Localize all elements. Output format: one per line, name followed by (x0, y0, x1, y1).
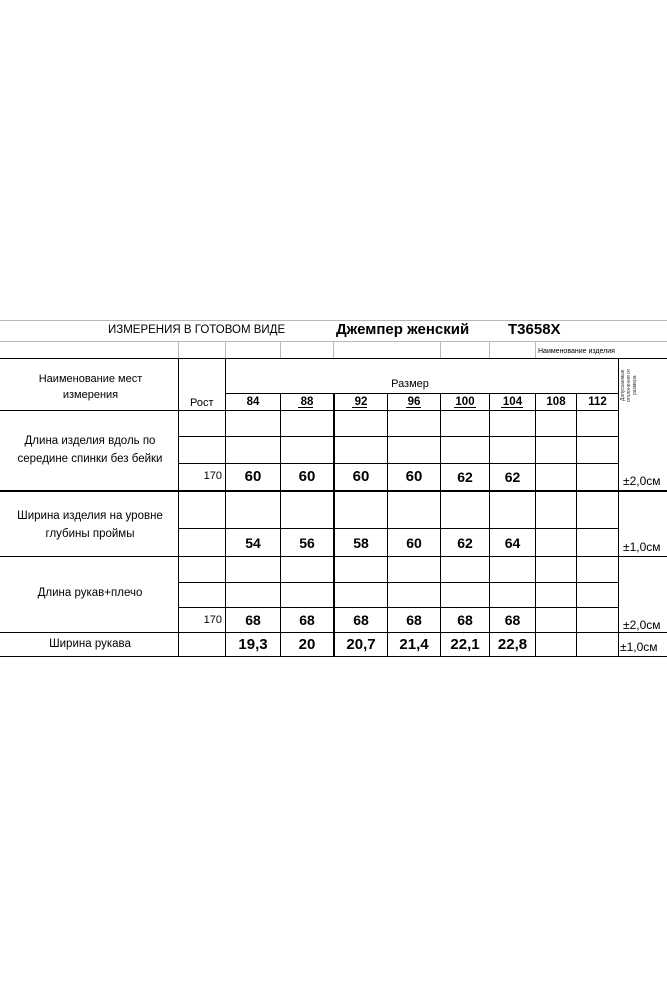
size-label: 104 (502, 396, 523, 408)
value-cell: 21,4 (399, 636, 429, 653)
value-cell: 62 (457, 469, 473, 485)
row-border (178, 463, 618, 464)
size-label: 112 (588, 396, 607, 408)
tolerance-cell: ±2,0см (623, 474, 661, 488)
product-caption: Наименование изделия (538, 348, 615, 355)
value-cell: 20,7 (346, 636, 376, 653)
value-cell: 68 (504, 612, 521, 628)
value-cell: 58 (353, 535, 369, 551)
size-label: 88 (300, 396, 314, 408)
row-border (0, 410, 618, 411)
row-border (178, 528, 618, 529)
col-border (178, 358, 179, 656)
row-border (0, 632, 667, 633)
value-cell: 64 (504, 535, 521, 551)
value-cell: 68 (299, 612, 315, 628)
grid-line (489, 341, 490, 358)
row-border (0, 490, 667, 492)
row-height: 170 (203, 470, 222, 482)
grid-line (535, 341, 536, 358)
value-cell: 60 (352, 468, 370, 485)
row-name: Ширина рукава (49, 638, 131, 650)
row-border (178, 436, 618, 437)
grid-line (178, 341, 179, 358)
product-name: Джемпер женский (336, 321, 470, 338)
col-border (576, 393, 577, 656)
grid-line (280, 341, 281, 358)
tolerance-cell: ±2,0см (623, 618, 661, 632)
model-code: Т3658Х (508, 321, 561, 338)
value-cell: 68 (245, 612, 261, 628)
value-cell: 20 (298, 636, 316, 653)
size-label: 84 (246, 396, 260, 408)
value-cell: 22,1 (450, 636, 480, 653)
value-cell: 54 (245, 535, 261, 551)
table-border (0, 358, 667, 359)
size-label: 92 (354, 396, 368, 408)
value-cell: 60 (406, 535, 422, 551)
value-cell: 60 (244, 468, 262, 485)
grid-line (440, 341, 441, 358)
value-cell: 60 (405, 468, 423, 485)
row-height: 170 (203, 614, 222, 626)
row-border (178, 582, 618, 583)
grid-line (0, 320, 667, 321)
row-name: Длина изделия вдоль по середине спинки без бейки (17, 435, 163, 465)
grid-line (333, 341, 334, 358)
row-name: Длина рукав+плечо (37, 587, 143, 599)
size-label: 108 (546, 396, 566, 408)
grid-line (225, 341, 226, 358)
row-border (178, 607, 618, 608)
col-border (618, 358, 619, 656)
size-label: 100 (455, 396, 475, 408)
value-cell: 62 (504, 469, 521, 485)
value-cell: 19,3 (238, 636, 268, 653)
col-border (535, 393, 536, 656)
col-name-header: Наименование мест измерения (38, 373, 143, 401)
row-border (0, 556, 667, 557)
value-cell: 62 (457, 535, 473, 551)
col-height-header: Рост (190, 397, 214, 409)
header-title: ИЗМЕРЕНИЯ В ГОТОВОМ ВИДЕ (108, 324, 286, 336)
value-cell: 68 (353, 612, 369, 628)
row-name: Ширина изделия на уровне глубины проймы (17, 510, 163, 540)
value-cell: 60 (298, 468, 316, 485)
value-cell: 68 (406, 612, 422, 628)
tolerance-cell: ±1,0см (620, 640, 658, 654)
row-border (225, 393, 618, 394)
size-label: 96 (407, 396, 421, 408)
value-cell: 22,8 (497, 636, 528, 653)
tolerance-header: Допускаемые отклонения от размера (620, 368, 638, 402)
value-cell: 56 (299, 535, 315, 551)
tolerance-cell: ±1,0см (623, 540, 661, 554)
table-border (0, 656, 667, 657)
value-cell: 68 (457, 612, 473, 628)
size-header: Размер (391, 378, 429, 390)
